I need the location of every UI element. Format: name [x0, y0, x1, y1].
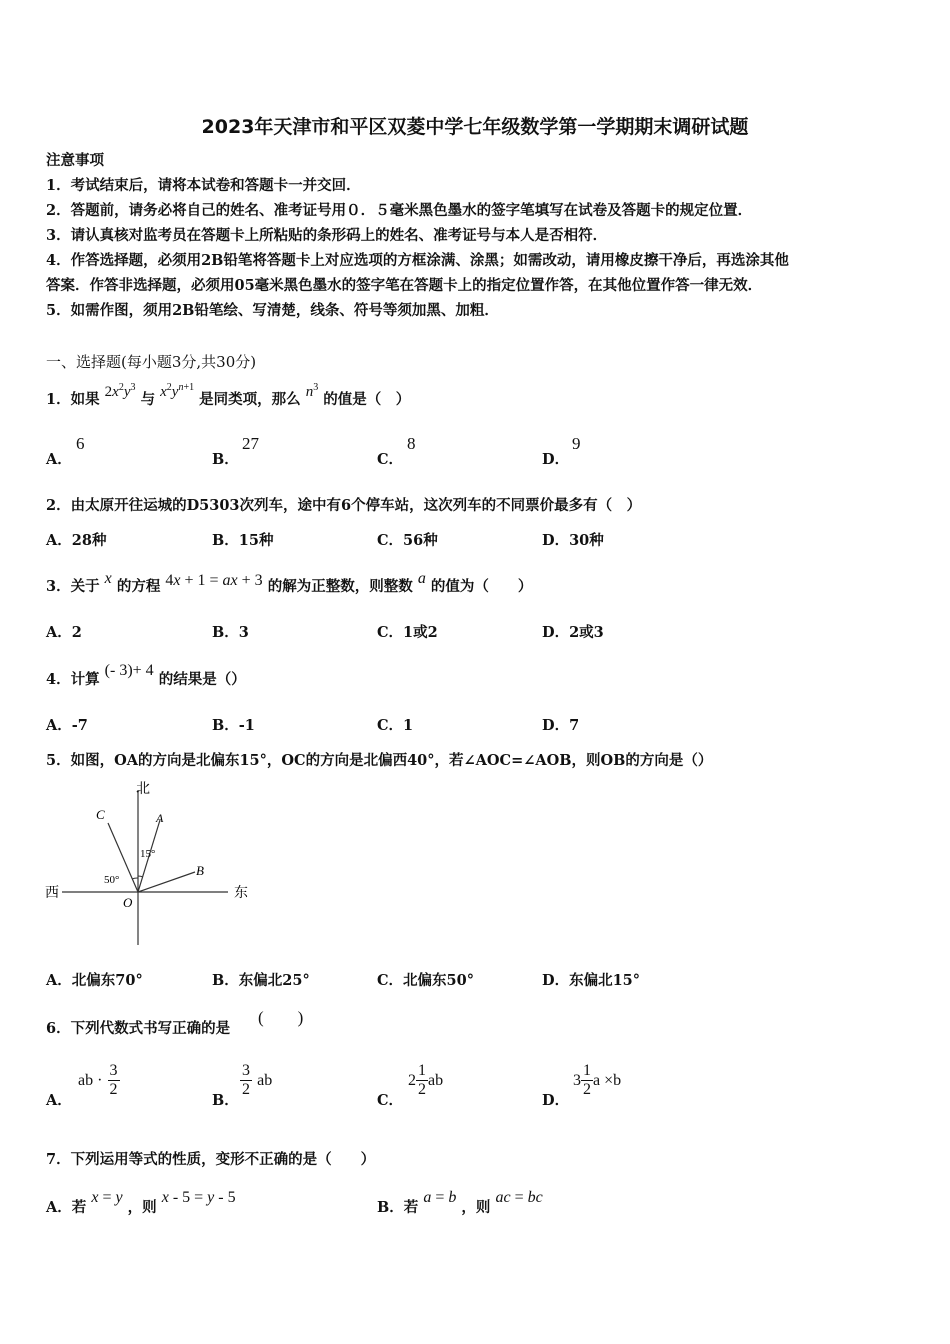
- option-c[interactable]: C．1或2: [377, 624, 438, 641]
- notice-item: 4．作答选择题，必须用2B铅笔将答题卡上对应选项的方框涂满、涂黑；如需改动，请用橡皮擦干净后，再选涂其他: [46, 252, 789, 269]
- option-c[interactable]: C．: [377, 451, 404, 468]
- option-a[interactable]: A．28种: [46, 532, 107, 549]
- angle-arc-coc: [132, 878, 138, 879]
- question-5: 5．如图，OA的方向是北偏东15°，OC的方向是北偏西40°，若∠AOC=∠AOB，则OB的方向是（）: [46, 752, 713, 769]
- label-b: B: [196, 863, 204, 878]
- option-b[interactable]: B．-1: [212, 717, 255, 734]
- question-6: 6．下列代数式书写正确的是: [46, 1020, 231, 1037]
- notice-item: 5．如需作图，须用2B铅笔绘、写清楚，线条、符号等须加黑、加粗．: [46, 302, 499, 319]
- direction-figure: [40, 775, 270, 950]
- notice-block: [46, 148, 789, 323]
- option-a[interactable]: A．若 x = y ，则 x - 5 = y - 5: [46, 1189, 236, 1216]
- option-d[interactable]: D．2或3: [542, 624, 604, 641]
- option-a[interactable]: A．-7: [46, 717, 88, 734]
- option-d[interactable]: D．7: [542, 717, 580, 734]
- notice-heading: 注意事项: [46, 152, 104, 169]
- option-d[interactable]: D．: [542, 451, 570, 468]
- label-north: 北: [136, 781, 150, 797]
- option-d[interactable]: D．30种: [542, 532, 604, 549]
- option-c[interactable]: C．北偏东50°: [377, 972, 474, 989]
- notice-item: 答案．作答非选择题，必须用05毫米黑色墨水的签字笔在答题卡上的指定位置作答，在其他位置作答一律无效．: [46, 277, 763, 294]
- angle-label-15: 15°: [140, 848, 156, 860]
- option-a[interactable]: A．: [46, 451, 72, 468]
- option-c[interactable]: C．: [377, 1092, 404, 1109]
- option-d[interactable]: D．: [542, 1092, 570, 1109]
- answer-paren: ( ): [258, 1008, 304, 1027]
- option-a-value: 6: [76, 434, 85, 453]
- label-o: O: [123, 895, 133, 910]
- angle-label-50: 50°: [104, 874, 120, 886]
- label-a: A: [156, 811, 164, 825]
- option-b[interactable]: B．: [212, 451, 239, 468]
- option-b[interactable]: B．15种: [212, 532, 274, 549]
- label-c: C: [96, 807, 105, 822]
- ray-ob: [138, 872, 195, 892]
- option-a[interactable]: A．2: [46, 624, 82, 641]
- option-c-value: 8: [407, 434, 416, 453]
- question-2: 2．由太原开往运城的D5303次列车，途中有6个停车站，这次列车的不同票价最多有（ ）: [46, 497, 642, 514]
- option-b[interactable]: B．若 a = b ，则 ac = bc: [377, 1189, 543, 1216]
- question-3: 3．关于 x 的方程 4x + 1 = ax + 3 的解为正整数，则整数 a 的值为（ ）: [46, 570, 533, 595]
- section-heading: 一、选择题(每小题3分,共30分): [46, 353, 257, 371]
- question-7: 7．下列运用等式的性质，变形不正确的是（ ）: [46, 1151, 376, 1168]
- question-4: 4．计算 (- 3)+ 4 的结果是（）: [46, 662, 246, 688]
- option-b-value: 27: [242, 434, 259, 453]
- option-d-expr: 3 $\frac{1}{2}$ a ×b: [573, 1062, 622, 1098]
- option-c[interactable]: C．1: [377, 717, 414, 734]
- option-c[interactable]: C．56种: [377, 532, 438, 549]
- notice-item: 2．答题前，请务必将自己的姓名、准考证号用０．５毫米黑色墨水的签字笔填写在试卷及答题卡的规定位置．: [46, 202, 753, 219]
- page-title: 2023年天津市和平区双菱中学七年级数学第一学期期末调研试题: [201, 116, 749, 138]
- question-1: 1．如果 $2x^2y^3$ 与 $x^2y^{n+1}$ 是同类项，那么 $n^3$ 的值是（ ）: [46, 382, 411, 408]
- notice-item: 1．考试结束后，请将本试卷和答题卡一并交回．: [46, 177, 361, 194]
- option-a-expr: ab · $\frac{3}{2}$: [78, 1062, 118, 1098]
- option-b[interactable]: B．东偏北25°: [212, 972, 310, 989]
- option-d-value: 9: [572, 434, 581, 453]
- option-c-expr: 2 $\frac{1}{2}$ ab: [408, 1062, 444, 1098]
- option-b[interactable]: B．3: [212, 624, 249, 641]
- option-b[interactable]: B．: [212, 1092, 239, 1109]
- notice-item: 3．请认真核对监考员在答题卡上所粘贴的条形码上的姓名、准考证号与本人是否相符．: [46, 227, 608, 244]
- option-b-expr: $\frac{3}{2}$ ab: [242, 1062, 273, 1098]
- option-a[interactable]: A．北偏东70°: [46, 972, 143, 989]
- label-west: 西: [45, 885, 59, 901]
- option-a[interactable]: A．: [46, 1092, 72, 1109]
- option-d[interactable]: D．东偏北15°: [542, 972, 641, 989]
- label-east: 东: [234, 885, 248, 901]
